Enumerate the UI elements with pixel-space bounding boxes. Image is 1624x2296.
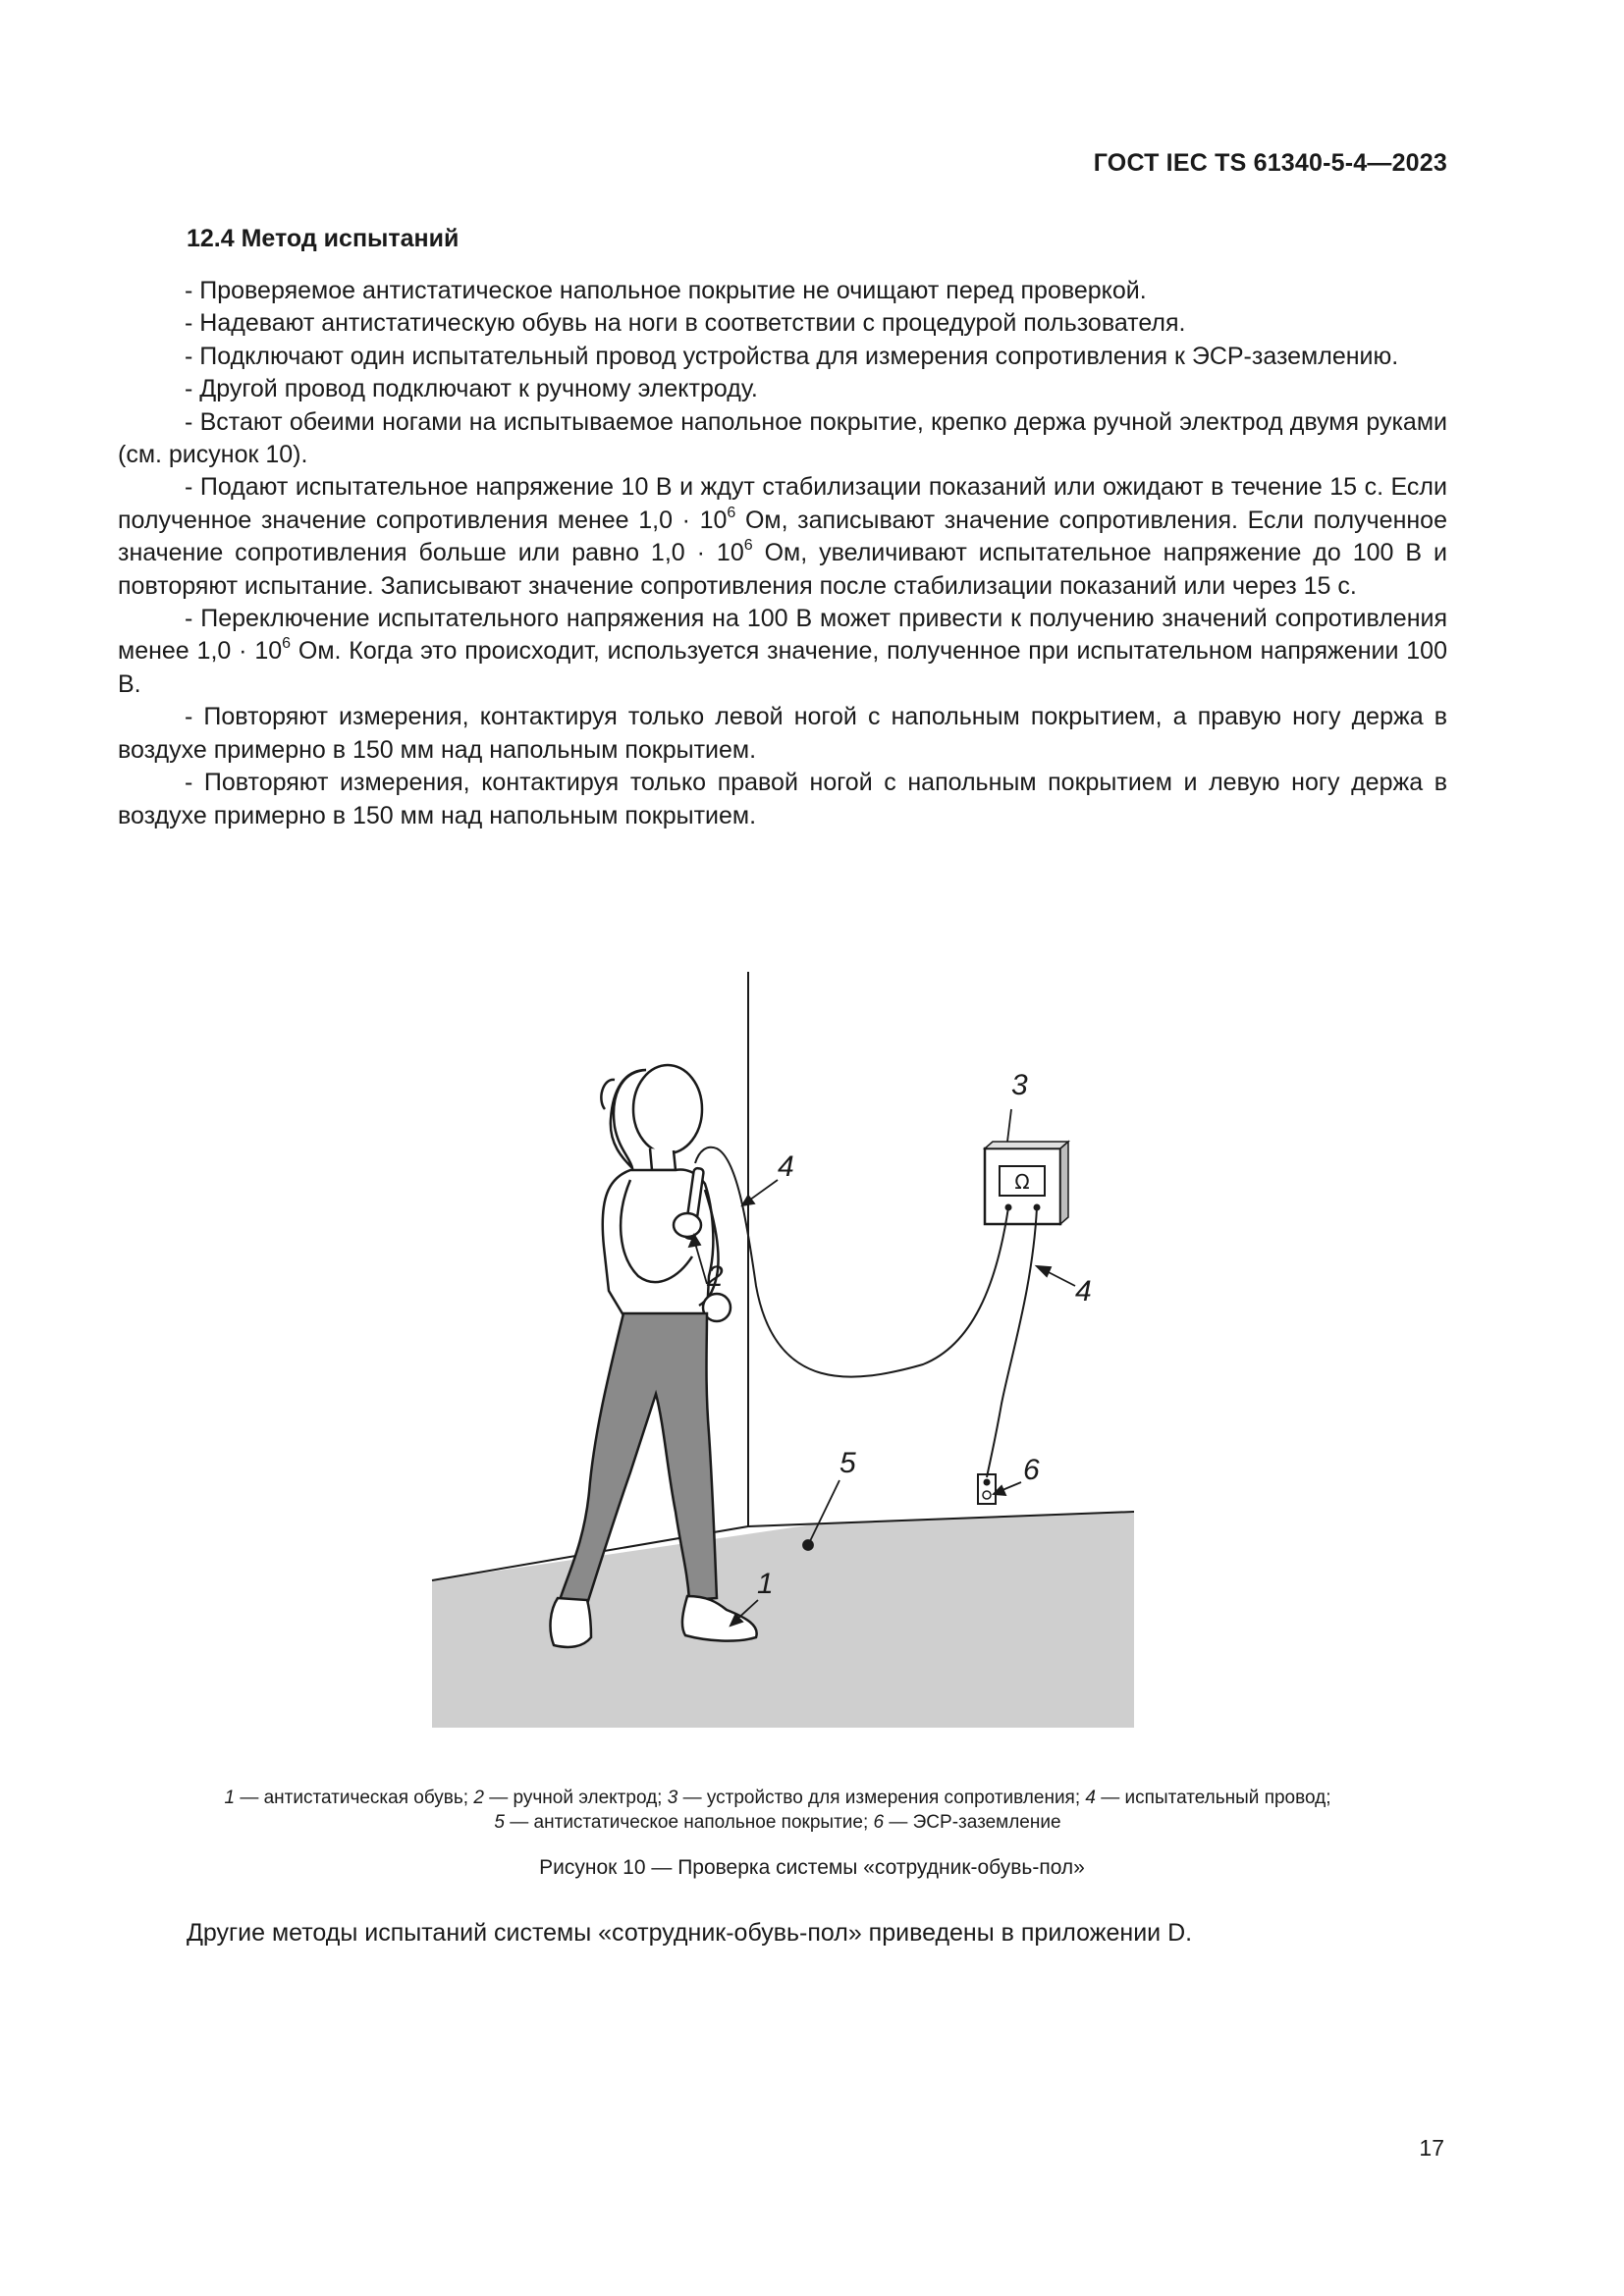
legend-line bbox=[108, 1786, 1447, 1810]
legend-num: 1 bbox=[224, 1788, 236, 1808]
legend-num: 4 bbox=[1085, 1788, 1096, 1808]
ohm-symbol: Ω bbox=[1014, 1170, 1030, 1194]
legend-text: — устройство для измерения сопротивления; bbox=[677, 1788, 1086, 1808]
test-lead-to-ground bbox=[987, 1207, 1037, 1477]
paragraph: - Надевают антистатическую обувь на ноги в соответствии с процедурой пользователя. bbox=[185, 309, 1186, 338]
document-code: ГОСТ IEC TS 61340-5-4—2023 bbox=[1093, 149, 1447, 177]
legend-num: 5 bbox=[494, 1812, 505, 1833]
figure-legend bbox=[108, 1786, 1447, 1835]
figure-svg bbox=[422, 962, 1149, 1728]
section-title: 12.4 Метод испытаний bbox=[187, 225, 460, 252]
section-body bbox=[118, 275, 1447, 832]
text-run: Ом. Когда это происходит, используется значение, полученное при испытательном напряжении 100 В. bbox=[118, 637, 1447, 698]
legend-text: — ручной электрод; bbox=[483, 1788, 668, 1808]
paragraph: - Встают обеими ногами на испытываемое напольное покрытие, крепко держа ручной электрод двумя руками (см. рисунок 10). bbox=[118, 407, 1447, 469]
figure-caption: Рисунок 10 — Проверка системы «сотрудник-обувь-пол» bbox=[539, 1856, 1085, 1879]
legend-num: 6 bbox=[873, 1812, 885, 1833]
exponent: 6 bbox=[282, 635, 292, 653]
paragraph: - Подключают один испытательный провод устройства для измерения сопротивления к ЭСР-заземлению. bbox=[185, 342, 1399, 370]
exponent: 6 bbox=[743, 536, 753, 554]
figure-illustration bbox=[422, 962, 1149, 1728]
resistance-meter bbox=[985, 1142, 1068, 1224]
paragraph-voltage-test bbox=[118, 471, 1447, 603]
callout-2: 2 bbox=[707, 1260, 724, 1293]
antistatic-floor bbox=[432, 1512, 1134, 1728]
callout-3: 3 bbox=[1011, 1069, 1028, 1101]
callout-4-upper: 4 bbox=[778, 1150, 794, 1183]
legend-text: — антистатическое напольное покрытие; bbox=[505, 1812, 874, 1833]
legend-num: 2 bbox=[473, 1788, 484, 1808]
text-run: Ом, увеличивают испытательное напряжение до 100 В и повторяют испытание. Записывают значение сопротивления после стабилизации показаний или через 15 с. bbox=[118, 539, 1447, 600]
paragraph: - Другой провод подключают к ручному электроду. bbox=[185, 375, 758, 403]
legend-text: — испытательный провод; bbox=[1095, 1788, 1331, 1808]
test-lead-to-electrode bbox=[695, 1148, 1008, 1377]
legend-line bbox=[108, 1810, 1447, 1835]
page-number: 17 bbox=[1419, 2135, 1444, 2161]
callout-4-lower: 4 bbox=[1075, 1275, 1092, 1308]
esd-ground-socket bbox=[978, 1474, 996, 1504]
legend-text: — ЭСР-заземление bbox=[884, 1812, 1061, 1833]
paragraph-voltage-switch bbox=[118, 603, 1447, 701]
exponent: 6 bbox=[727, 504, 736, 521]
paragraph: - Повторяют измерения, контактируя только левой ногой с напольным покрытием, а правую ногу держа в воздухе примерно в 150 мм над напольным покрытием. bbox=[118, 703, 1447, 764]
paragraph: - Проверяемое антистатическое напольное покрытие не очищают перед проверкой. bbox=[185, 277, 1147, 304]
text-run: - Переключение испытательного напряжения на 100 В может привести к получению значений сопротивления менее 1,0 · 10 bbox=[118, 605, 1447, 666]
antistatic-shoe-left bbox=[551, 1598, 591, 1647]
callout-6: 6 bbox=[1023, 1454, 1040, 1486]
legend-text: — антистатическая обувь; bbox=[235, 1788, 474, 1808]
text-run: Ом, записывают значение сопротивления. Если полученное значение сопротивления больше или равно 1,0 · 10 bbox=[118, 506, 1447, 567]
text-run: - Подают испытательное напряжение 10 В и ждут стабилизации показаний или ожидают в течение 15 с. Если полученное значение сопротивления менее 1,0 · 10 bbox=[118, 473, 1447, 534]
callout-1: 1 bbox=[757, 1568, 774, 1600]
paragraph: - Повторяют измерения, контактируя только правой ногой с напольным покрытием и левую ногу держа в воздухе примерно в 150 мм над напольным покрытием. bbox=[118, 769, 1447, 829]
closing-paragraph: Другие методы испытаний системы «сотрудник-обувь-пол» приведены в приложении D. bbox=[187, 1919, 1193, 1947]
legend-num: 3 bbox=[667, 1788, 678, 1808]
callout-5: 5 bbox=[839, 1447, 856, 1479]
